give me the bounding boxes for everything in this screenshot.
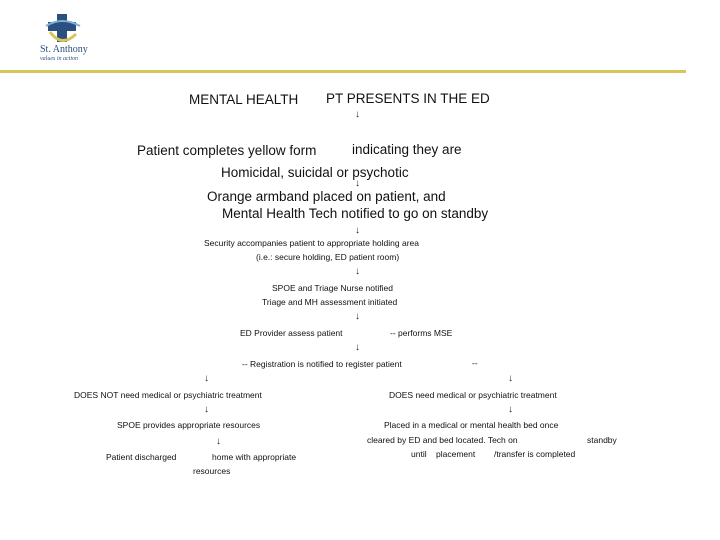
performs-mse-text: -- performs MSE bbox=[390, 328, 453, 338]
cleared-by-ed-text: cleared by ED and bed located. Tech on bbox=[367, 435, 518, 445]
arrow-2: ↓ bbox=[355, 178, 360, 189]
arrow-left-branch: ↓ bbox=[204, 373, 209, 384]
does-not-need-text: DOES NOT need medical or psychiatric treatment bbox=[74, 390, 262, 400]
spoe-triage-text: SPOE and Triage Nurse notified bbox=[272, 283, 393, 293]
arrow-5: ↓ bbox=[355, 311, 360, 322]
title-mental-health: MENTAL HEALTH bbox=[189, 92, 299, 107]
arrow-3: ↓ bbox=[355, 225, 360, 236]
arrow-left-2: ↓ bbox=[204, 404, 209, 415]
registration-dash: -- bbox=[472, 358, 478, 368]
standby-text: standby bbox=[587, 435, 617, 445]
homicidal-text: Homicidal, suicidal or psychotic bbox=[221, 165, 409, 180]
does-need-text: DOES need medical or psychiatric treatment bbox=[389, 390, 557, 400]
spoe-resources-text: SPOE provides appropriate resources bbox=[117, 420, 261, 430]
mh-tech-standby-text: Mental Health Tech notified to go on standby bbox=[222, 206, 489, 221]
title-pt-presents: PT PRESENTS IN THE ED bbox=[326, 91, 490, 106]
arrow-right-2: ↓ bbox=[508, 404, 513, 415]
placed-in-bed-text: Placed in a medical or mental health bed once bbox=[384, 420, 559, 430]
patient-discharged-text: Patient discharged bbox=[106, 452, 177, 462]
registration-text: -- Registration is notified to register patient bbox=[242, 359, 402, 369]
header-rule bbox=[0, 70, 686, 73]
yellow-form-text: Patient completes yellow form bbox=[137, 143, 317, 158]
arrow-6: ↓ bbox=[355, 342, 360, 353]
arrow-left-3: ↓ bbox=[216, 436, 221, 447]
until-text: until bbox=[411, 449, 427, 459]
logo-name: St. Anthony bbox=[40, 44, 88, 55]
arrow-1: ↓ bbox=[355, 109, 360, 120]
logo-tagline: values in action bbox=[40, 56, 78, 62]
orange-armband-text: Orange armband placed on patient, and bbox=[207, 189, 446, 204]
transfer-completed-text: /transfer is completed bbox=[494, 449, 576, 459]
indicating-text: indicating they are bbox=[352, 142, 462, 157]
security-text: Security accompanies patient to appropriate holding area bbox=[204, 238, 419, 248]
placement-text: placement bbox=[436, 449, 476, 459]
arrow-right-branch: ↓ bbox=[508, 373, 513, 384]
resources-text: resources bbox=[193, 466, 231, 476]
home-with-resources-text: home with appropriate bbox=[212, 452, 297, 462]
assessment-text: Triage and MH assessment initiated bbox=[262, 297, 398, 307]
holding-area-text: (i.e.: secure holding, ED patient room) bbox=[256, 252, 400, 262]
arrow-4: ↓ bbox=[355, 266, 360, 277]
provider-text: ED Provider assess patient bbox=[240, 328, 343, 338]
